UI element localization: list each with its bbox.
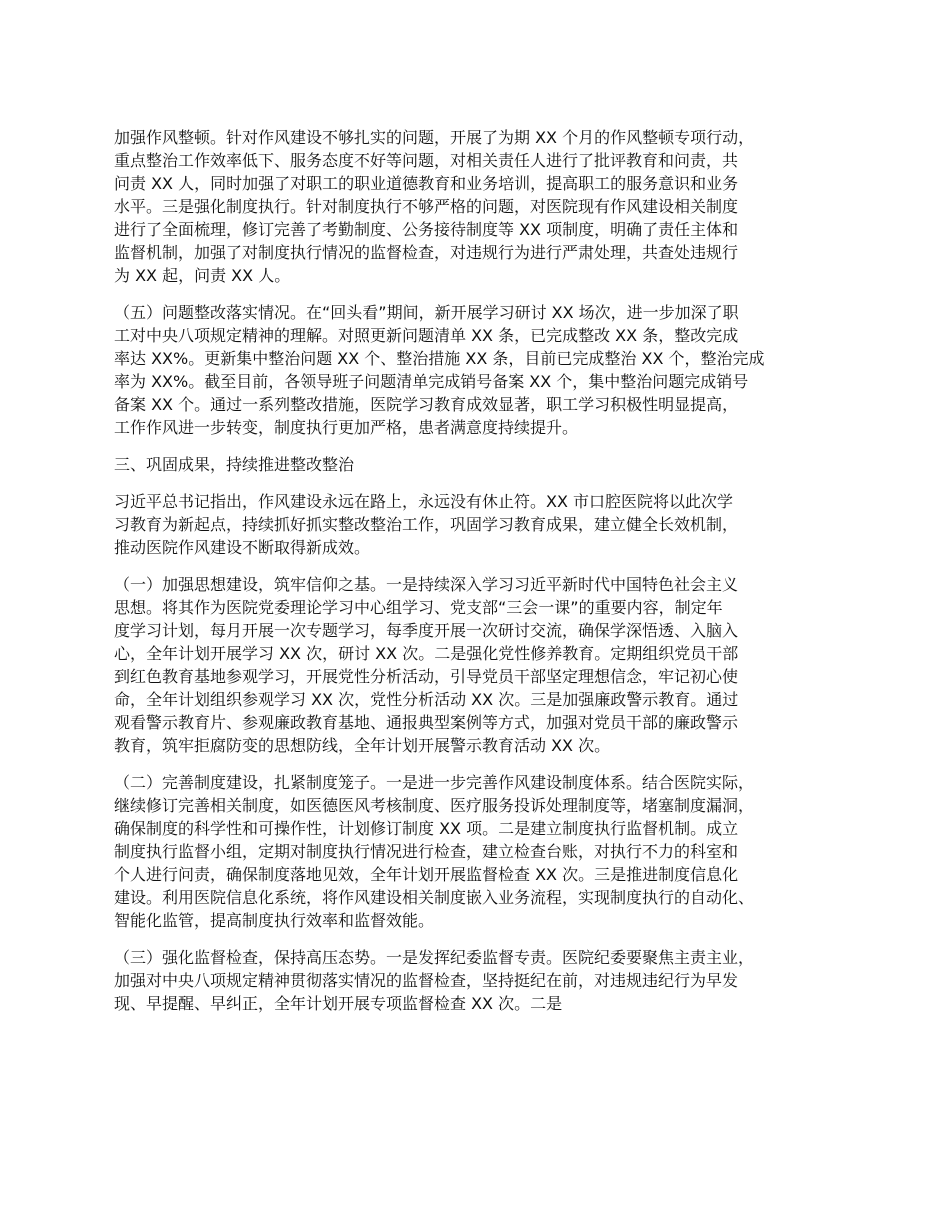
text-line: 进行了全面梳理，修订完善了考勤制度、公务接待制度等 XX 项制度，明确了责任主体和 [114,220,739,239]
paragraph-rectification-status [114,301,859,439]
section-heading [114,453,859,476]
text-line: 心，全年计划开展学习 XX 次，研讨 XX 次。二是强化党性修养教育。定期组织党员干部 [114,644,739,663]
text-line: 度学习计划，每月开展一次专题学习，每季度开展一次研讨交流，确保学深悟透、入脑入 [114,621,739,640]
text-line: 命，全年计划组织参观学习 XX 次，党性分析活动 XX 次。三是加强廉政警示教育。通过 [114,690,739,709]
text-line: （五）问题整改落实情况。在“回头看”期间，新开展学习研讨 XX 场次，进一步加深了职 [114,303,739,322]
text-line: 建设。利用医院信息化系统，将作风建设相关制度嵌入业务流程，实现制度执行的自动化、 [114,888,755,907]
text-line: 率为 XX%。截至目前，各领导班子问题清单完成销号备案 XX 个，集中整治问题完成销号 [114,372,749,391]
text-line: 推动医院作风建设不断取得新成效。 [114,538,371,557]
text-line: 制度执行监督小组，定期对制度执行情况进行检查，建立检查台账，对执行不力的科室和 [114,842,739,861]
text-line: 工作作风进一步转变，制度执行更加严格，患者满意度持续提升。 [114,418,579,437]
text-line: 为 XX 起，问责 XX 人。 [114,266,291,285]
document-body [114,126,859,1029]
text-line: 工对中央八项规定精神的理解。对照更新问题清单 XX 条，已完成整改 XX 条，整改完成 [114,326,739,345]
text-line: 备案 XX 个。通过一系列整改措施，医院学习教育成效显著，职工学习积极性明显提高， [114,395,739,414]
paragraph-rectification-measures [114,126,859,287]
text-line: 加强作风整顿。针对作风建设不够扎实的问题，开展了为期 XX 个月的作风整顿专项行动， [114,128,755,147]
text-line: 思想。将其作为医院党委理论学习中心组学习、党支部“三会一课”的重要内容，制定年 [114,598,723,617]
paragraph-system-building [114,771,859,932]
text-line: 习教育为新起点，持续抓好抓实整改整治工作，巩固学习教育成果，建立健全长效机制， [114,515,739,534]
text-line: 智能化监管，提高制度执行效率和监督效能。 [114,911,435,930]
text-line: （二）完善制度建设，扎紧制度笼子。一是进一步完善作风建设制度体系。结合医院实际， [114,773,755,792]
text-line: 加强对中央八项规定精神贯彻落实情况的监督检查，坚持挺纪在前，对违规违纪行为早发 [114,971,739,990]
text-line: 现、早提醒、早纠正，全年计划开展专项监督检查 XX 次。二是 [114,994,563,1013]
text-line: 确保制度的科学性和可操作性，计划修订制度 XX 项。二是建立制度执行监督机制。成立 [114,819,739,838]
text-line: 水平。三是强化制度执行。针对制度执行不够严格的问题，对医院现有作风建设相关制度 [114,197,739,216]
paragraph-supervision [114,946,859,1015]
paragraph-intro [114,490,859,559]
text-line: 个人进行问责，确保制度落地见效，全年计划开展监督检查 XX 次。三是推进制度信息化 [114,865,739,884]
paragraph-ideological-building [114,573,859,757]
section-heading-text: 三、巩固成果，持续推进整改整治 [114,455,355,474]
text-line: 观看警示教育片、参观廉政教育基地、通报典型案例等方式，加强对党员干部的廉政警示 [114,713,739,732]
text-line: 监督机制，加强了对制度执行情况的监督检查，对违规行为进行严肃处理，共查处违规行 [114,243,739,262]
text-line: 教育，筑牢拒腐防变的思想防线，全年计划开展警示教育活动 XX 次。 [114,736,611,755]
text-line: 到红色教育基地参观学习，开展党性分析活动，引导党员干部坚定理想信念，牢记初心使 [114,667,739,686]
text-line: （三）强化监督检查，保持高压态势。一是发挥纪委监督专责。医院纪委要聚焦主责主业， [114,948,755,967]
text-line: 重点整治工作效率低下、服务态度不好等问题，对相关责任人进行了批评教育和问责，共 [114,151,739,170]
text-line: 习近平总书记指出，作风建设永远在路上，永远没有休止符。XX 市口腔医院将以此次学 [114,492,734,511]
text-line: 问责 XX 人，同时加强了对职工的职业道德教育和业务培训，提高职工的服务意识和业务 [114,174,739,193]
text-line: （一）加强思想建设，筑牢信仰之基。一是持续深入学习习近平新时代中国特色社会主义 [114,575,739,594]
text-line: 继续修订完善相关制度，如医德医风考核制度、医疗服务投诉处理制度等，堵塞制度漏洞， [114,796,755,815]
text-line: 率达 XX%。更新集中整治问题 XX 个、整治措施 XX 条，目前已完成整治 XX 个，整治完成 [114,349,765,368]
